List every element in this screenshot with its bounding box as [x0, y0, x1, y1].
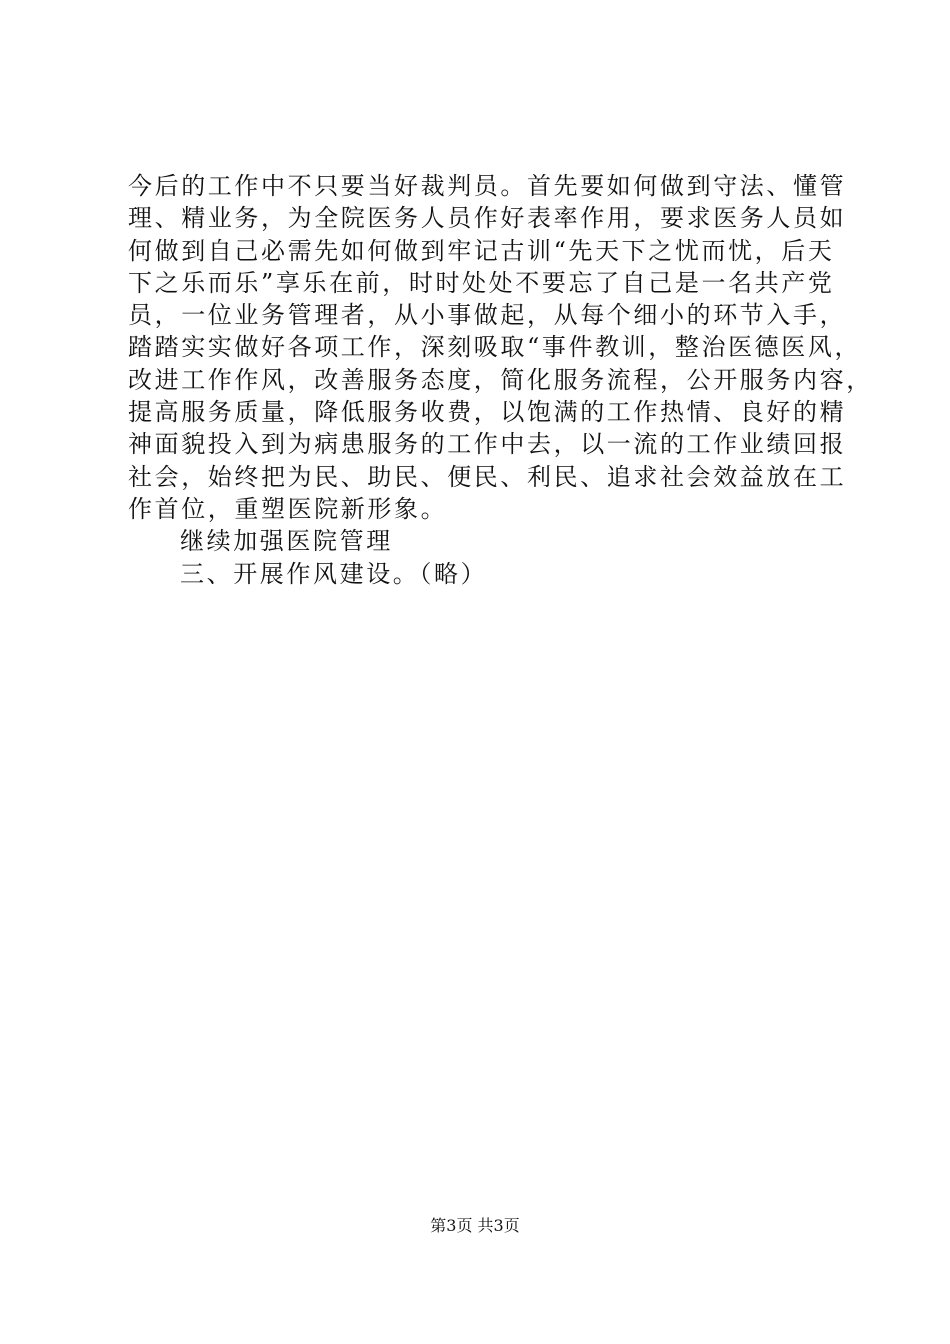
paragraph-line: 今后的工作中不只要当好裁判员。首先要如何做到守法、懂管	[128, 172, 847, 200]
paragraph-line: 员，一位业务管理者，从小事做起，从每个细小的环节入手，	[128, 301, 847, 330]
document-body	[128, 170, 873, 590]
paragraph-line: 社会，始终把为民、助民、便民、利民、追求社会效益放在工	[128, 462, 847, 491]
paragraph-line: 理、精业务，为全院医务人员作好表率作用，要求医务人员如	[128, 204, 847, 233]
section-heading: 继续加强医院管理	[180, 527, 393, 556]
paragraph-line: 神面貌投入到为病患服务的工作中去，以一流的工作业绩回报	[128, 430, 847, 459]
paragraph-line: 下之乐而乐”享乐在前，时时处处不要忘了自己是一名共产党	[128, 268, 835, 297]
paragraph-line: 作首位，重塑医院新形象。	[128, 494, 448, 523]
paragraph-line: 改进工作作风，改善服务态度，简化服务流程，公开服务内容，	[128, 365, 873, 394]
page-number-footer: 第3页 共3页	[430, 1216, 520, 1235]
paragraph-line: 提高服务质量，降低服务收费，以饱满的工作热情、良好的精	[128, 398, 847, 427]
paragraph-line: 踏踏实实做好各项工作，深刻吸取“事件教训，整治医德医风，	[128, 333, 862, 362]
section-item: 三、开展作风建设。（略）	[180, 559, 488, 588]
paragraph-line: 何做到自己必需先如何做到牢记古训“先天下之忧而忧，后天	[128, 236, 835, 265]
